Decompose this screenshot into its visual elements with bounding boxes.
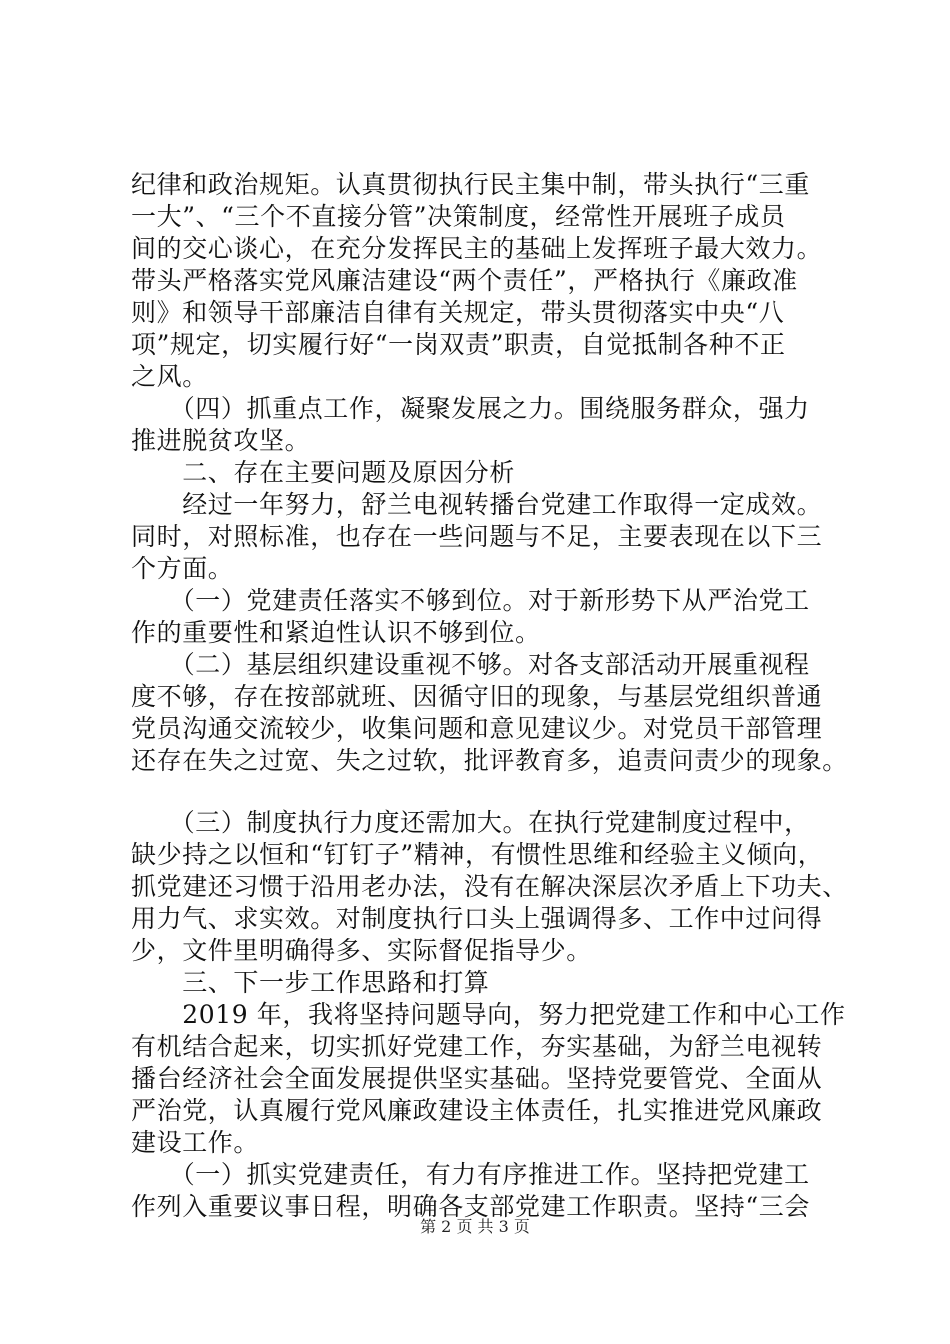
text-line: 建设工作。 <box>131 1128 260 1157</box>
text-line: 经过一年努力，舒兰电视转播台党建工作取得一定成效。 <box>131 490 823 519</box>
text-line: （三）制度执行力度还需加大。在执行党建制度过程中， <box>131 808 810 837</box>
paragraph-gap <box>131 777 831 807</box>
text-line: 用力气、求实效。对制度执行口头上强调得多、工作中过问得 <box>131 904 823 933</box>
text-line: （一）党建责任落实不够到位。对于新形势下从严治党工 <box>131 586 810 615</box>
section-heading: 二、存在主要问题及原因分析 <box>131 458 516 487</box>
text-line: 间的交心谈心，在充分发挥民主的基础上发挥班子最大效力。 <box>131 234 823 263</box>
text-line: 同时，对照标准，也存在一些问题与不足，主要表现在以下三 <box>131 522 823 551</box>
text-line: 2019 年，我将坚持问题导向，努力把党建工作和中心工作 <box>131 1000 846 1029</box>
text-line: 则》和领导干部廉洁自律有关规定，带头贯彻落实中央“八 <box>131 298 785 327</box>
text-line: 项”规定，切实履行好“一岗双责”职责，自觉抵制各种不正 <box>131 330 786 359</box>
text-line: 作列入重要议事日程，明确各支部党建工作职责。坚持“三会 <box>131 1192 810 1221</box>
text-line: 严治党，认真履行党风廉政建设主体责任，扎实推进党风廉政 <box>131 1096 823 1125</box>
text-line: 少，文件里明确得多、实际督促指导少。 <box>131 936 592 965</box>
text-line: 纪律和政治规矩。认真贯彻执行民主集中制，带头执行“三重 <box>131 170 810 199</box>
section-heading: 三、下一步工作思路和打算 <box>131 968 490 997</box>
text-line: 缺少持之以恒和“钉钉子”精神，有惯性思维和经验主义倾向， <box>131 840 824 869</box>
text-line: （四）抓重点工作，凝聚发展之力。围绕服务群众，强力 <box>131 394 810 423</box>
text-line: 之风。 <box>131 362 208 391</box>
text-line: 带头严格落实党风廉洁建设“两个责任”，严格执行《廉政准 <box>131 266 798 295</box>
text-line: 度不够，存在按部就班、因循守旧的现象，与基层党组织普通 <box>131 682 823 711</box>
text-line: （一）抓实党建责任，有力有序推进工作。坚持把党建工 <box>131 1160 810 1189</box>
page-number-footer: 第 2 页 共 3 页 <box>420 1217 530 1236</box>
text-line: 还存在失之过宽、失之过软，批评教育多，追责问责少的现象。 <box>131 746 848 775</box>
text-line: 推进脱贫攻坚。 <box>131 426 311 455</box>
text-line: 抓党建还习惯于沿用老办法，没有在解决深层次矛盾上下功夫、 <box>131 872 848 901</box>
text-line: （二）基层组织建设重视不够。对各支部活动开展重视程 <box>131 650 810 679</box>
text-line: 播台经济社会全面发展提供坚实基础。坚持党要管党、全面从 <box>131 1064 823 1093</box>
text-line: 一大”、“三个不直接分管”决策制度，经常性开展班子成员 <box>131 202 786 231</box>
document-body <box>131 169 848 1223</box>
text-line: 有机结合起来，切实抓好党建工作，夯实基础，为舒兰电视转 <box>131 1032 823 1061</box>
text-line: 个方面。 <box>131 554 234 583</box>
text-line: 作的重要性和紧迫性认识不够到位。 <box>131 618 541 647</box>
text-line: 党员沟通交流较少，收集问题和意见建议少。对党员干部管理 <box>131 714 823 743</box>
